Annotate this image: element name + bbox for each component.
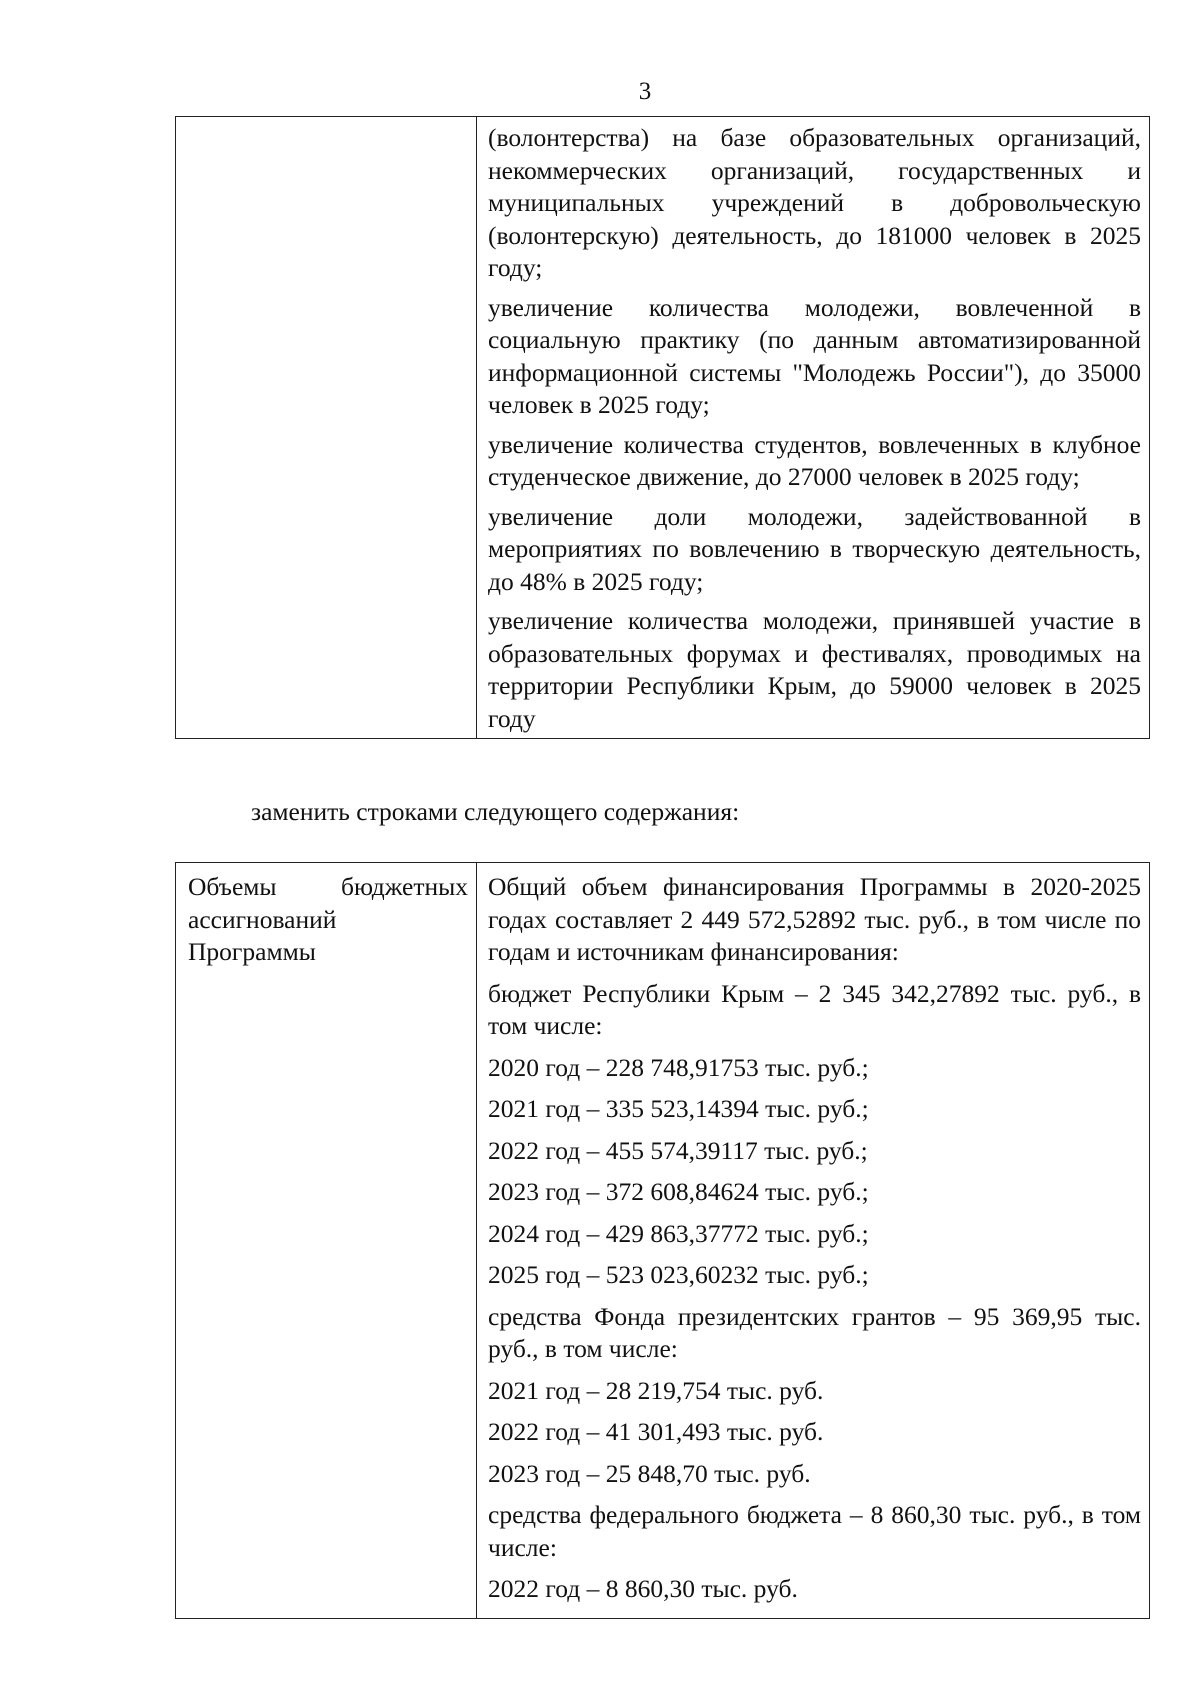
grant-line-2021: 2021 год – 28 219,754 тыс. руб.: [488, 1375, 824, 1405]
year-line-2020: 2020 год – 228 748,91753 тыс. руб.;: [488, 1052, 869, 1082]
page-number: 3: [638, 78, 652, 105]
year-line-2025: 2025 год – 523 023,60232 тыс. руб.;: [488, 1260, 869, 1289]
federal-line-2022: 2022 год – 8 860,30 тыс. руб.: [488, 1574, 798, 1603]
budget-allocations-table: [175, 862, 1150, 1619]
table-cell-label-empty: [176, 117, 477, 739]
table-cell-label: [176, 863, 477, 1619]
year-line-2024: 2024 год – 429 863,37772 тыс. руб.;: [488, 1218, 869, 1248]
total-financing-paragraph: Общий объем финансирования Программы в 2020-2025 годах составляет 2 449 572,52892 тыс. руб., в том числе по годам и источникам финансирования:: [488, 872, 1141, 966]
result-paragraph-creative: увеличение доли молодежи, задействованной в мероприятиях по вовлечению в творческую деятельность, до 48% в 2025 году;: [488, 501, 1141, 596]
grant-line-2022: 2022 год – 41 301,493 тыс. руб.: [488, 1417, 824, 1446]
result-paragraph-forums: увеличение количества молодежи, принявшей участие в образовательных форумах и фестивалях, проводимых на территории Республики Крым, до 59000 человек в 2025 году: [488, 606, 1141, 733]
federal-budget-paragraph: средства федерального бюджета – 8 860,30 тыс. руб., в том числе:: [488, 1500, 1141, 1562]
year-line-2022: 2022 год – 455 574,39117 тыс. руб.;: [488, 1135, 868, 1165]
program-results-table: [175, 116, 1150, 739]
result-paragraph-volunteering: (волонтерства) на базе образовательных организаций, некоммерческих организаций, государственных и муниципальных учреждений в добровольческую (волонтерскую) деятельность, до 181000 человек в 2025 году;: [488, 123, 1141, 282]
year-line-2023: 2023 год – 372 608,84624 тыс. руб.;: [488, 1177, 869, 1206]
year-line-2021: 2021 год – 335 523,14394 тыс. руб.;: [488, 1094, 869, 1123]
presidential-grants-paragraph: средства Фонда президентских грантов – 95 369,95 тыс. руб., в том числе:: [488, 1301, 1141, 1363]
result-paragraph-student-clubs: увеличение количества студентов, вовлеченных в клубное студенческое движение, до 27000 человек в 2025 году;: [488, 429, 1141, 491]
table-row: [176, 117, 1150, 739]
table-cell-content: [477, 863, 1150, 1619]
budget-label-line-1: Объемы бюджетных: [188, 872, 468, 901]
crimea-budget-paragraph: бюджет Республики Крым – 2 345 342,27892 тыс. руб., в том числе:: [488, 978, 1141, 1040]
table-cell-content: [477, 117, 1150, 739]
table-row: [176, 863, 1150, 1619]
grant-line-2023: 2023 год – 25 848,70 тыс. руб.: [488, 1458, 811, 1488]
budget-label-line-3: Программы: [188, 937, 316, 966]
budget-label-line-2: ассигнований: [188, 904, 337, 934]
budget-label: [176, 863, 476, 969]
replacement-intro-text: заменить строками следующего содержания:: [251, 797, 740, 826]
result-paragraph-social-practice: увеличение количества молодежи, вовлеченной в социальную практику (по данным автоматизированной информационной системы "Молодежь России"), до 35000 человек в 2025 году;: [488, 292, 1141, 419]
